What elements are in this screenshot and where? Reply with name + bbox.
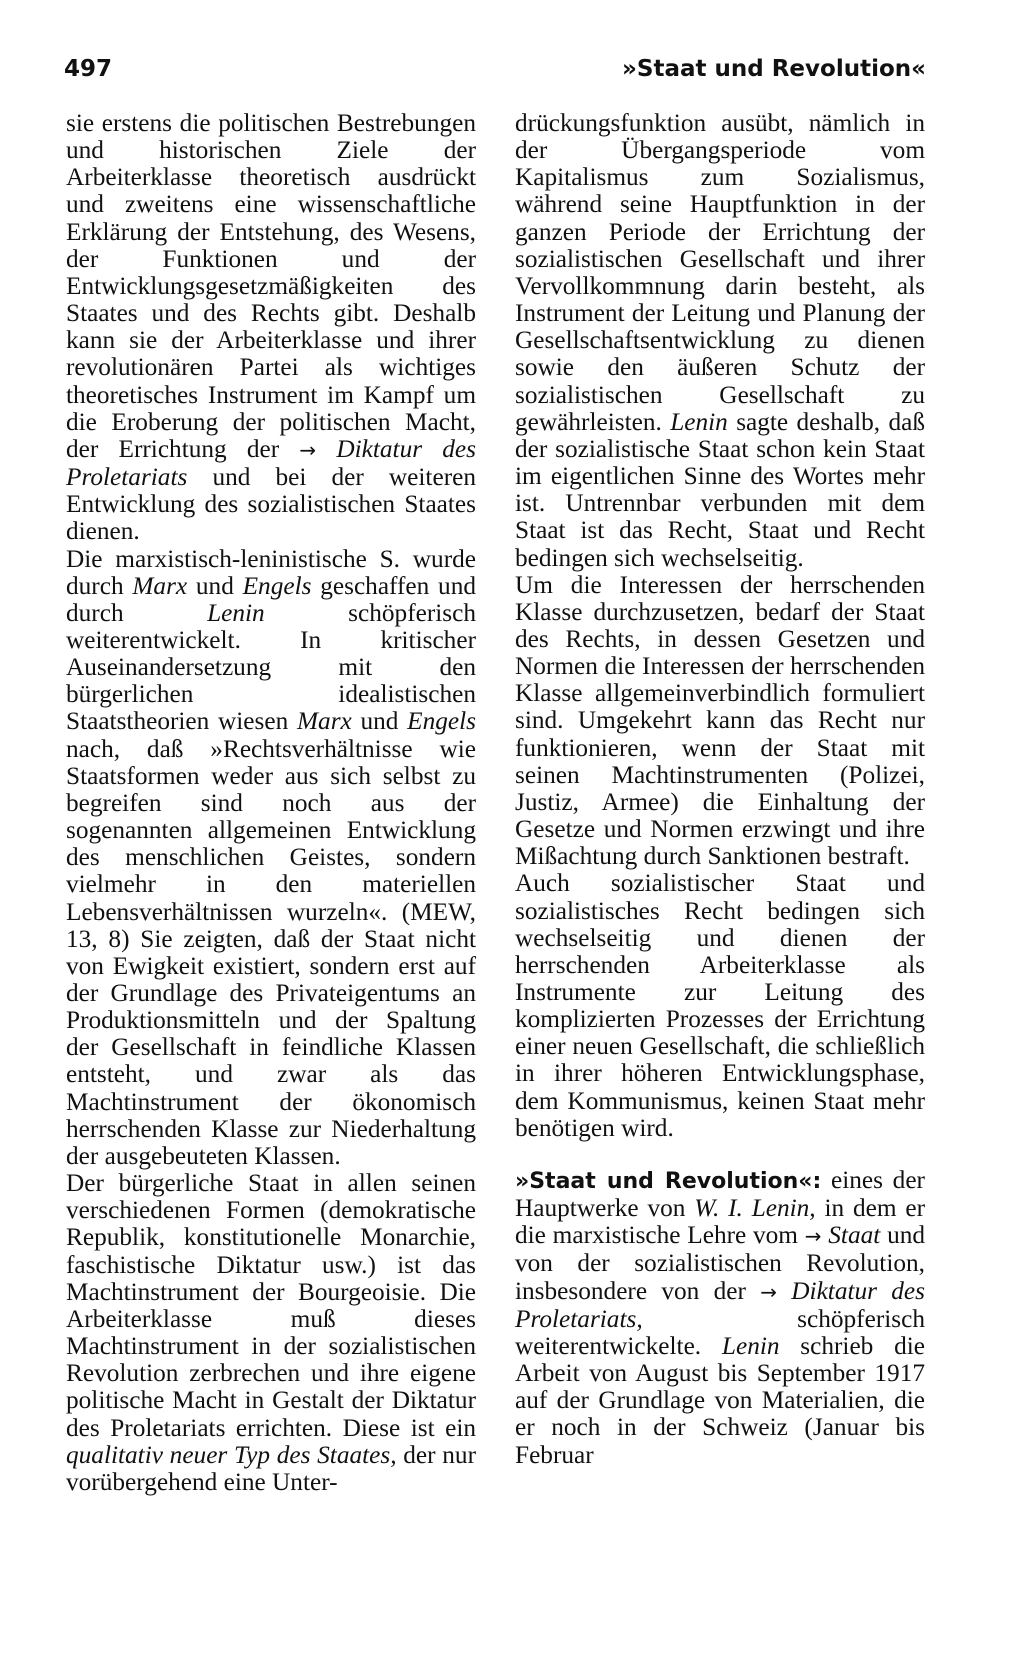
text: eines der Hauptwerke von — [515, 1165, 925, 1223]
paragraph — [66, 1170, 476, 1496]
name-lenin: Lenin — [207, 598, 265, 627]
paragraph — [515, 110, 925, 572]
text: sagte deshalb, daß der sozialistische Staat schon kein Staat im eigentlichen Sinne des Wortes mehr ist. Untrennbar verbunden mit dem Staat ist das Recht, Staat und Recht bedingen sich wechselseitig. — [515, 407, 926, 572]
arrow-icon: → — [804, 1224, 822, 1249]
text: und — [360, 707, 399, 736]
text: und — [195, 571, 234, 600]
text: schöpferisch weiterentwickelte. — [515, 1304, 925, 1360]
name-marx: Marx — [296, 707, 352, 736]
running-head: »Staat und Revolution« — [622, 56, 926, 82]
text: der nur vorübergehend eine Unter- — [66, 1440, 476, 1496]
text: in dem er die marxistische Lehre vom — [515, 1194, 925, 1250]
text: Der bürgerliche Staat in allen seinen verschiedenen Formen (demokratische Republik, konstitutionelle Monarchie, faschistische Diktatur usw.) ist das Machtinstrument der Bourgeoisie. Die Arbeiterklasse muß dieses Machtinstrument in der sozialistischen Revolution zerbrechen und ihre eigene politische Macht in Gestalt der Diktatur des Proletariats errichten. Diese ist ein — [66, 1169, 476, 1442]
paragraph — [66, 110, 476, 546]
name-engels: Engels — [407, 707, 476, 736]
name-marx: Marx — [132, 571, 188, 600]
text: nach, daß »Rechtsverhältnisse wie Staatsformen weder aus sich selbst zu begreifen sind noch aus der sogenannten allgemeinen Entwicklung des menschlichen Geistes, sondern vielmehr in den materiellen Lebensverhältnissen wurzeln«. (MEW, 13, 8) Sie zeigten, daß der Staat nicht von Ewigkeit existiert, sondern erst auf der Grundlage des Privateigentums an Produktionsmitteln und der Spaltung der Gesellschaft in feindliche Klassen entsteht, und zwar als das Machtinstrument der ökonomisch herrschenden Klasse zur Niederhaltung der ausgebeuteten Klassen. — [66, 734, 476, 1170]
text: Die marxistisch-leninistische S. wurde durch — [66, 544, 476, 600]
text: geschaffen und durch — [66, 571, 476, 627]
spacer — [515, 1142, 925, 1167]
paragraph: Auch sozialistischer Staat und sozialistisches Recht bedingen sich wechselseitig und dienen der herrschenden Arbeiterklasse als Instrumente zur Leitung des komplizierten Prozesses der Errichtung einer neuen Gesellschaft, die schließlich in ihrer höheren Entwicklungsphase, dem Kommunismus, keinen Staat mehr benötigen wird. — [515, 869, 925, 1142]
name-lenin: Lenin — [721, 1331, 780, 1360]
text: sie erstens die politischen Bestrebungen und historischen Ziele der Arbeiterklasse theoretisch ausdrückt und zweitens eine wissenschaftliche Erklärung der Entstehung, des Wesens, der Funktionen und der Entwicklungsgesetzmäßigkeiten des Staates und des Rechts gibt. Deshalb kann sie der Arbeiterklasse und ihrer revolutionären Partei als wichtiges theoretisches Instrument im Kampf um die Eroberung der politischen Macht, der Errichtung der — [66, 109, 476, 463]
author-name: W. I. Lenin, — [694, 1194, 816, 1223]
paragraph — [66, 546, 476, 1171]
paragraph: Um die Interessen der herrschenden Klasse durchzusetzen, bedarf der Staat des Rechts, in dessen Gesetzen und Normen die Interessen der herrschenden Klasse allgemeinverbindlich formuliert sind. Umgekehrt kann das Recht nur funktionieren, wenn der Staat mit seinen Machtinstrumenten (Polizei, Justiz, Armee) die Einhaltung der Gesetze und Normen erzwingt und ihre Mißachtung durch Sanktionen bestraft. — [515, 570, 925, 871]
cross-reference: Diktatur des Proletariats — [66, 434, 476, 492]
page-number: 497 — [64, 56, 113, 82]
name-lenin: Lenin — [670, 407, 728, 436]
arrow-icon: → — [760, 1279, 777, 1304]
text: und bei der weiteren Entwicklung des sozialistischen Staates dienen. — [66, 463, 476, 546]
cross-reference: Staat — [828, 1221, 881, 1250]
right-column — [515, 110, 925, 1469]
page-header — [64, 50, 926, 90]
emphasis: qualitativ neuer Typ des Staates, — [66, 1440, 397, 1469]
text: schrieb die Arbeit von August bis September 1917 auf der Grundlage von Materialien, die er noch in der Schweiz (Januar bis Februar — [515, 1331, 925, 1469]
cross-reference: Diktatur des Proletariats, — [515, 1276, 925, 1333]
entry-title: »Staat und Revolution«: — [515, 1168, 822, 1194]
left-column — [66, 110, 476, 1496]
text: und von der sozialistischen Revolution, insbesondere von der — [515, 1221, 926, 1305]
text: schöpferisch weiterentwickelt. In kritischer Auseinandersetzung mit den bürgerlichen idealistischen Staatstheorien wiesen — [66, 598, 477, 736]
name-engels: Engels — [242, 571, 312, 600]
arrow-icon: → — [299, 437, 317, 462]
text: drückungsfunktion ausübt, nämlich in der Übergangsperiode vom Kapitalismus zum Sozialismus, während seine Hauptfunktion in der ganzen Periode der Errichtung der sozialistischen Gesellschaft und ihrer Vervollkommnung darin besteht, als Instrument der Leitung und Planung der Gesellschaftsentwicklung zu dienen sowie den äußeren Schutz der sozialistischen Gesellschaft zu gewährleisten. — [515, 109, 925, 436]
dictionary-entry — [515, 1167, 925, 1469]
